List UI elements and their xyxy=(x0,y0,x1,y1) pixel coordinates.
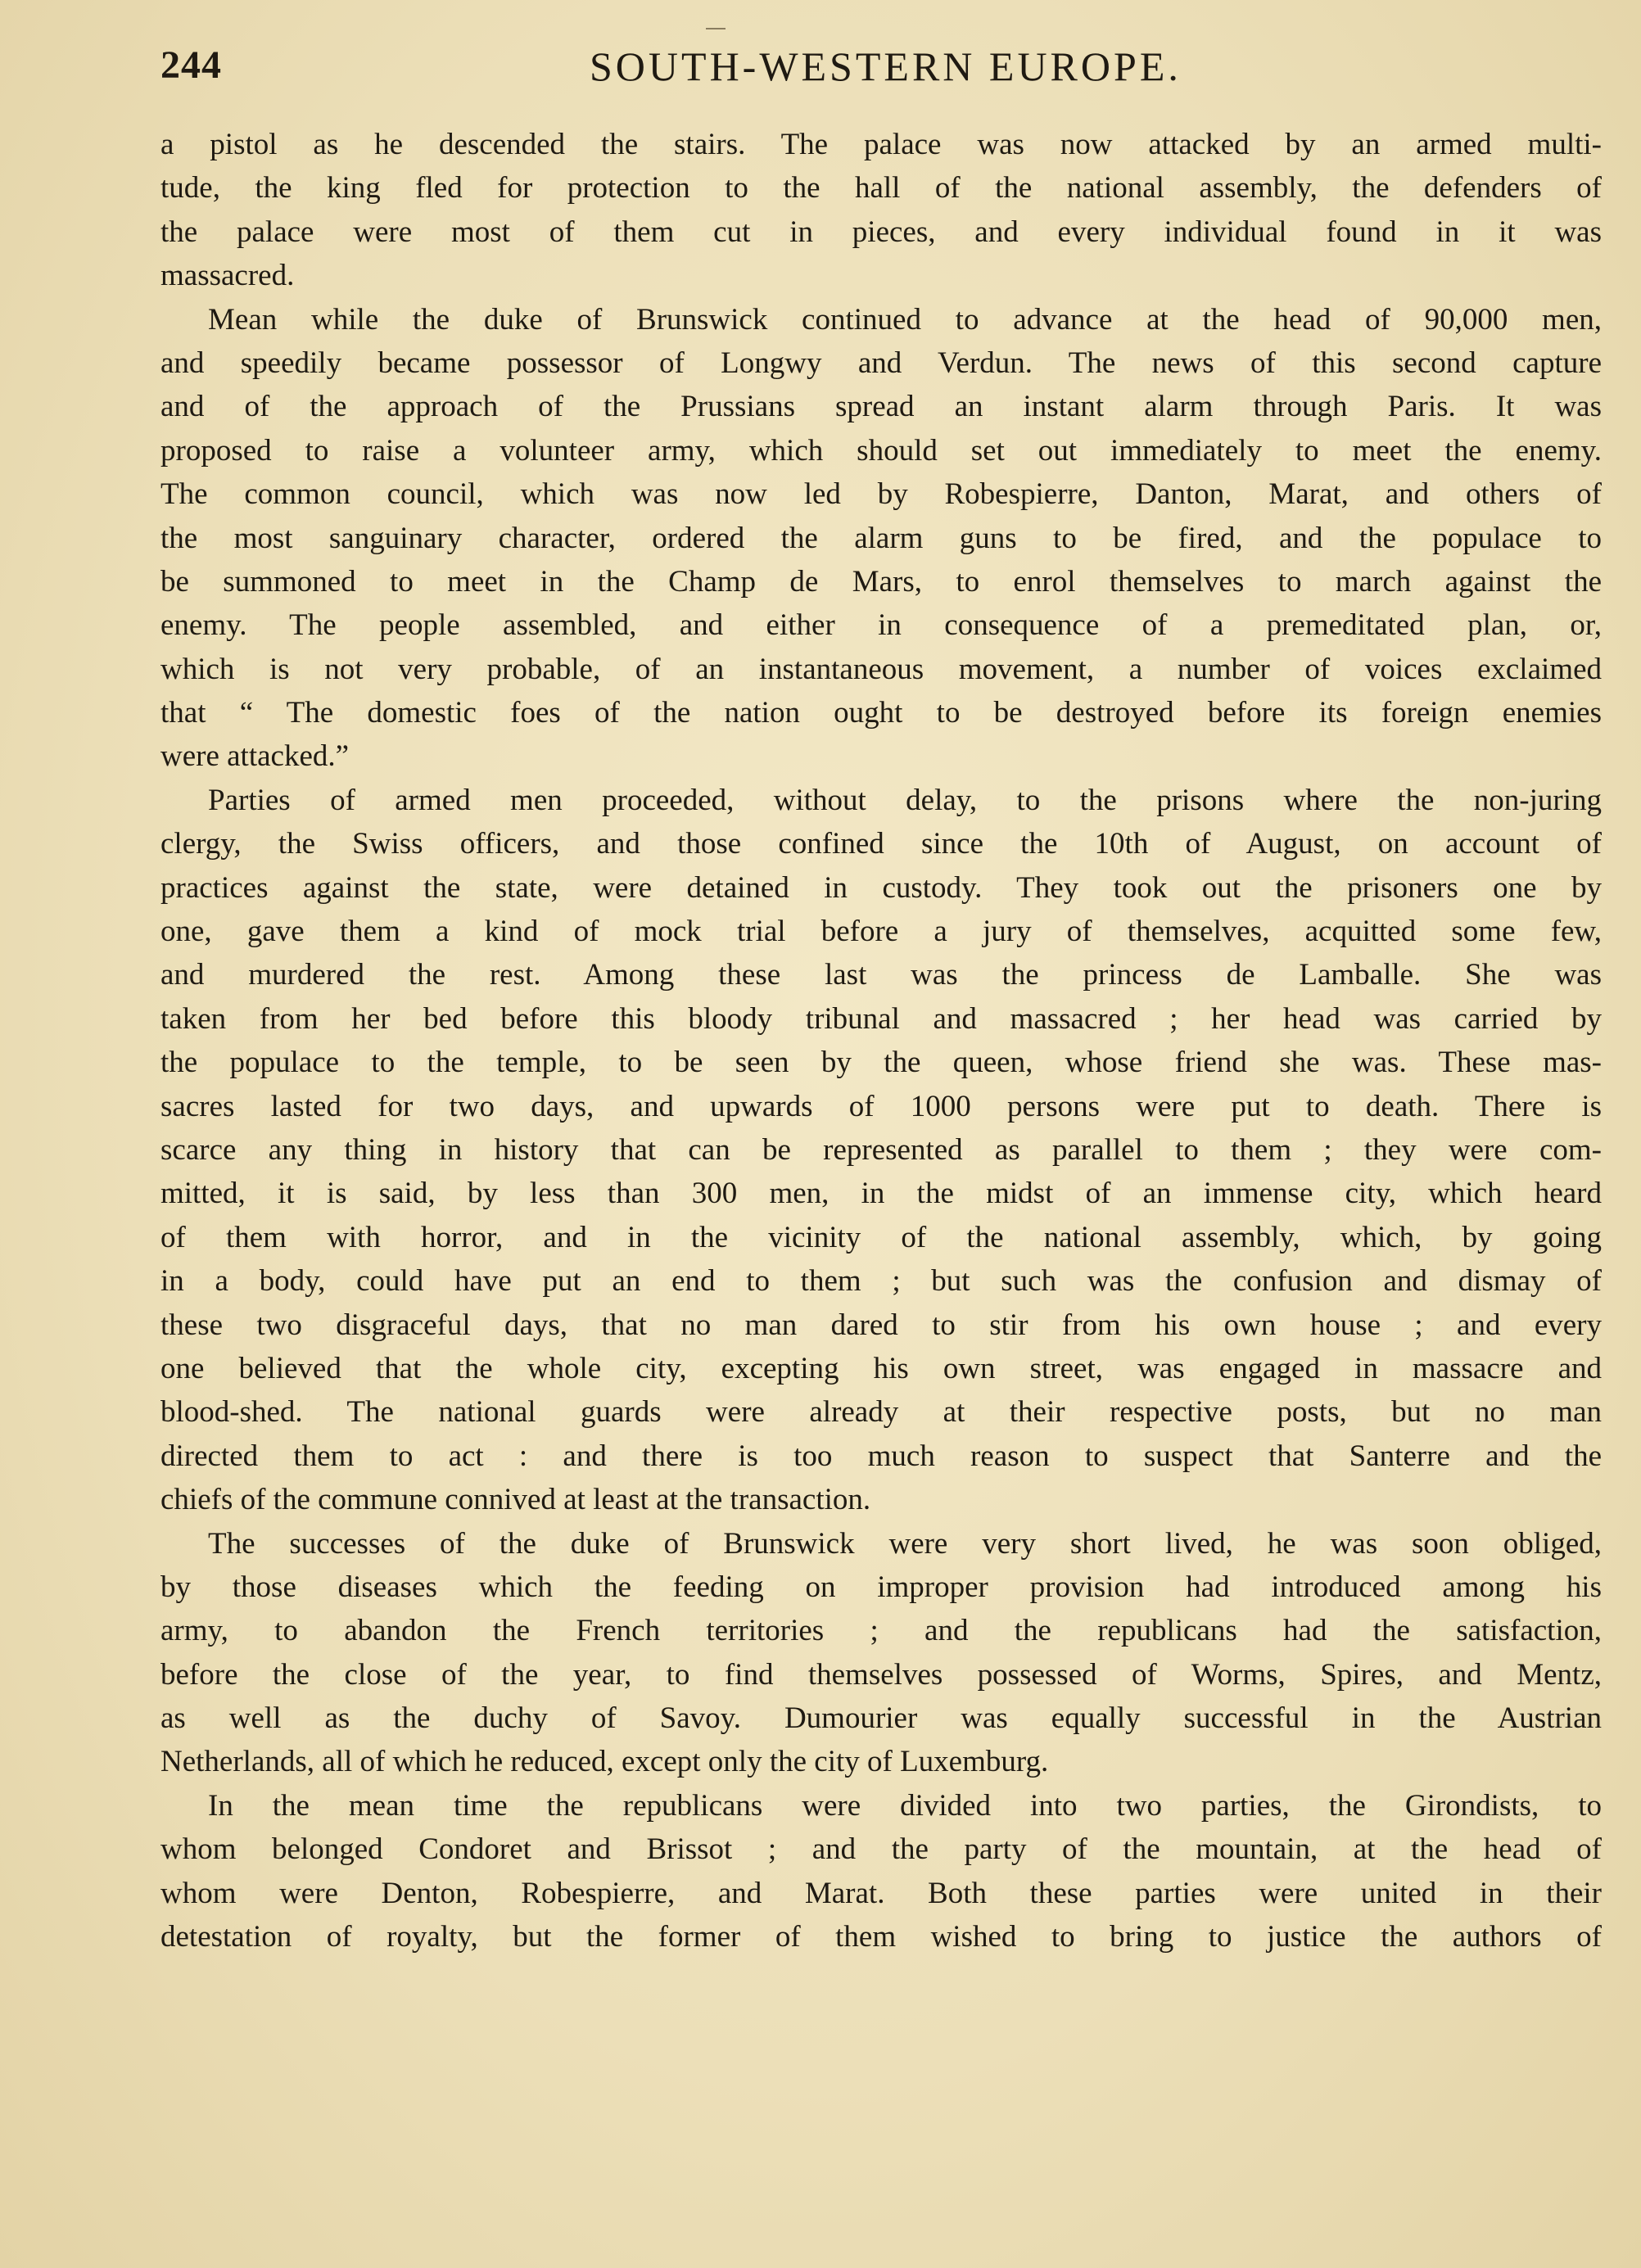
text-line: blood-shed. The national guards were already at their respective posts, but no man xyxy=(160,1395,1602,1430)
text-line: a pistol as he descended the stairs. The palace was now attacked by an armed multi- xyxy=(160,128,1602,161)
text-line: taken from her bed before this bloody tribunal and massacred ; her head was carried by xyxy=(160,1001,1602,1036)
text-line: The common council, which was now led by Robespierre, Danton, Marat, and others of xyxy=(160,477,1602,512)
text-line: before the close of the year, to find themselves possessed of Worms, Spires, and Mentz, xyxy=(160,1657,1602,1692)
text-line: Mean while the duke of Brunswick continued to advance at the head of 90,000 men, xyxy=(208,302,1602,337)
text-line: the most sanguinary character, ordered the alarm guns to be fired, and the populace to xyxy=(160,521,1602,555)
text-line: massacred. xyxy=(160,259,295,293)
text-line: The successes of the duke of Brunswick were very short lived, he was soon obliged, xyxy=(208,1526,1602,1561)
text-line: mitted, it is said, by less than 300 men, in the midst of an immense city, which heard xyxy=(160,1177,1602,1211)
text-line: the populace to the temple, to be seen by the queen, whose friend she was. These mas- xyxy=(160,1046,1602,1080)
text-line: were attacked.” xyxy=(160,739,350,774)
text-line: and speedily became possessor of Longwy and Verdun. The news of this second capture xyxy=(160,346,1602,380)
text-line: one, gave them a kind of mock trial before a jury of themselves, acquitted some few, xyxy=(160,915,1602,949)
text-line: as well as the duchy of Savoy. Dumourier was equally successful in the Austrian xyxy=(160,1701,1602,1736)
text-line: In the mean time the republicans were divided into two parties, the Girondists, to xyxy=(208,1788,1602,1823)
text-line: practices against the state, were detained in custody. They took out the prisoners one by xyxy=(160,870,1602,905)
top-rule xyxy=(706,28,726,29)
running-head: SOUTH-WESTERN EUROPE. xyxy=(590,43,1182,89)
text-line: that “ The domestic foes of the nation ought to be destroyed before its foreign enemies xyxy=(160,696,1602,730)
body-text xyxy=(160,123,1602,1959)
text-line: the palace were most of them cut in pieces, and every individual found in it was xyxy=(160,215,1602,249)
text-line: detestation of royalty, but the former of them wished to bring to justice the authors of xyxy=(160,1920,1602,1954)
text-line: of them with horror, and in the vicinity of the national assembly, which, by going xyxy=(160,1220,1602,1254)
text-line: and of the approach of the Prussians spread an instant alarm through Paris. It was xyxy=(160,390,1602,424)
text-line: enemy. The people assembled, and either in consequence of a premeditated plan, or, xyxy=(160,608,1602,643)
text-line: scarce any thing in history that can be represented as parallel to them ; they were com- xyxy=(160,1132,1602,1167)
text-line: clergy, the Swiss officers, and those confined since the 10th of August, on account of xyxy=(160,827,1602,861)
text-line: Netherlands, all of which he reduced, except only the city of Luxemburg. xyxy=(160,1745,1049,1779)
text-line: by those diseases which the feeding on improper provision had introduced among his xyxy=(160,1570,1602,1604)
text-line: tude, the king fled for protection to the hall of the national assembly, the defenders of xyxy=(160,171,1602,206)
text-line: one believed that the whole city, excepting his own street, was engaged in massacre and xyxy=(160,1351,1602,1385)
text-line: and murdered the rest. Among these last was the princess de Lamballe. She was xyxy=(160,958,1602,992)
text-line: directed them to act : and there is too much reason to suspect that Santerre and the xyxy=(160,1439,1602,1473)
text-line: chiefs of the commune connived at least at the transaction. xyxy=(160,1483,871,1517)
text-line: army, to abandon the French territories ; and the republicans had the satisfaction, xyxy=(160,1614,1602,1648)
text-line: sacres lasted for two days, and upwards of 1000 persons were put to death. There is xyxy=(160,1089,1602,1123)
text-line: be summoned to meet in the Champ de Mars, to enrol themselves to march against the xyxy=(160,564,1602,599)
text-line: in a body, could have put an end to them ; but such was the confusion and dismay of xyxy=(160,1264,1602,1299)
text-line: which is not very probable, of an instantaneous movement, a number of voices exclaimed xyxy=(160,652,1602,686)
text-line: whom belonged Condoret and Brissot ; and the party of the mountain, at the head of xyxy=(160,1832,1602,1867)
text-line: Parties of armed men proceeded, without delay, to the prisons where the non-juring xyxy=(208,783,1602,817)
text-line: these two disgraceful days, that no man dared to stir from his own house ; and every xyxy=(160,1308,1602,1342)
text-line: proposed to raise a volunteer army, which should set out immediately to meet the enemy. xyxy=(160,433,1602,468)
page-number: 244 xyxy=(160,43,222,87)
text-line: whom were Denton, Robespierre, and Marat. Both these parties were united in their xyxy=(160,1876,1602,1910)
